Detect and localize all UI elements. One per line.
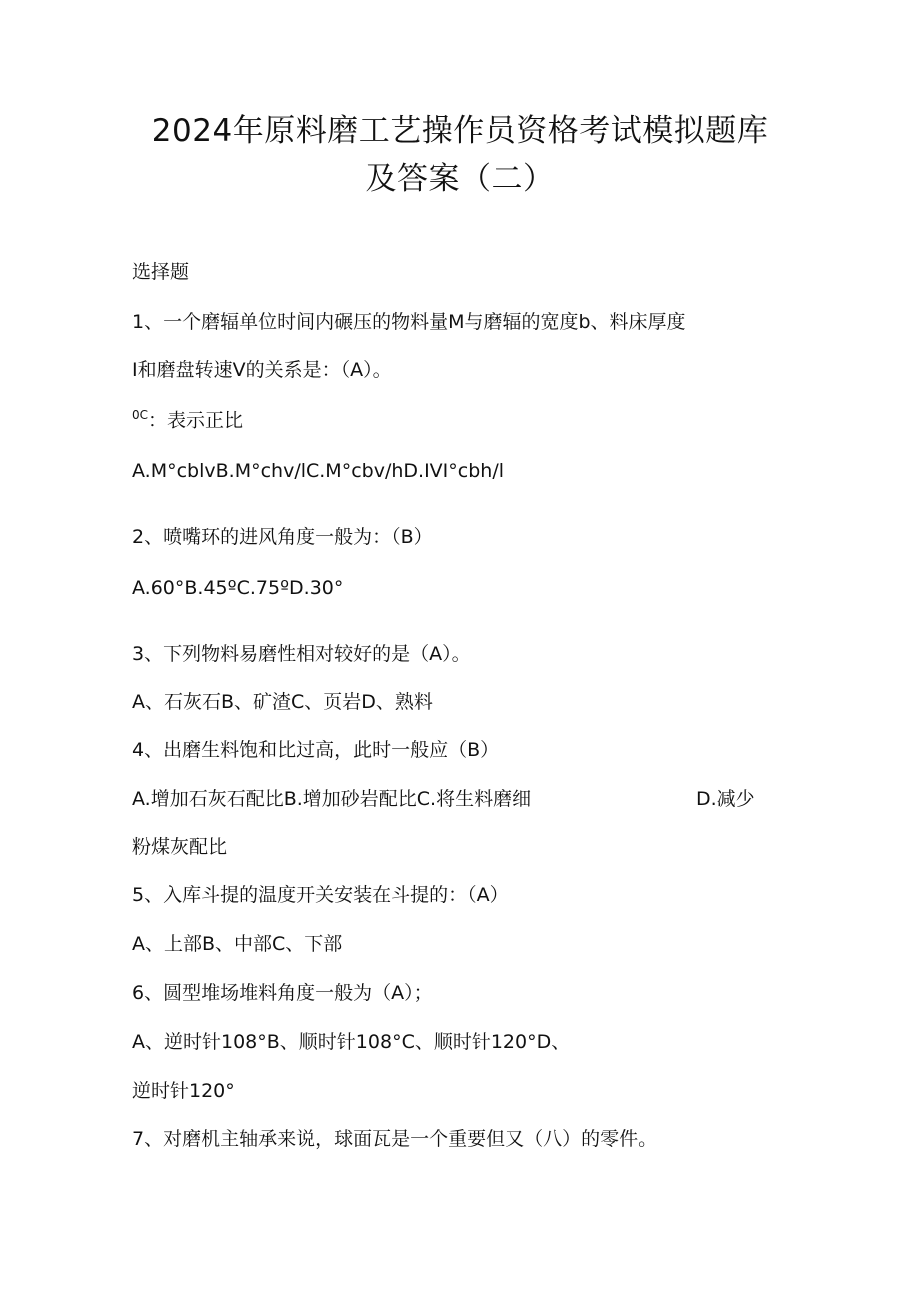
proportional-symbol: 0C — [132, 408, 149, 422]
section-heading: 选择题 — [132, 261, 190, 283]
question-3: 3、下列物料易磨性相对较好的是（A）。 — [132, 643, 471, 665]
question-1-note — [132, 409, 243, 430]
document-title-line-1: 2024年原料磨工艺操作员资格考试模拟题库 — [151, 113, 769, 149]
question-7: 7、对磨机主轴承来说，球面瓦是一个重要但又（八）的零件。 — [132, 1128, 658, 1150]
question-1-line-1: 1、一个磨辐单位时间内碾压的物料量M与磨辐的宽度b、料床厚度 — [132, 311, 686, 333]
question-3-options: A、石灰石B、矿渣C、页岩D、熟料 — [132, 691, 433, 713]
question-2: 2、喷嘴环的进风角度一般为：（B） — [132, 526, 433, 548]
question-5: 5、入库斗提的温度开关安装在斗提的：（A） — [132, 884, 509, 906]
question-6: 6、圆型堆场堆料角度一般为（A）； — [132, 982, 433, 1004]
document-title-line-2: 及答案（二） — [365, 161, 555, 197]
question-6-options-part-1: A、逆时针108°B、顺时针108°C、顺时针120°D、 — [132, 1031, 571, 1053]
question-6-options-part-2: 逆时针120° — [132, 1080, 235, 1102]
question-5-options: A、上部B、中部C、下部 — [132, 933, 343, 955]
note-text: ：表示正比 — [148, 409, 244, 432]
question-1-options: A.M°cblvB.M°chv/lC.M°cbv/hD.IVI°cbh/l — [132, 460, 505, 482]
question-4-options-part-2: D.减少 — [696, 788, 755, 810]
question-1-line-2: I和磨盘转速V的关系是：（A）。 — [132, 359, 392, 381]
question-4: 4、出磨生料饱和比过高，此时一般应（B） — [132, 739, 500, 761]
question-2-options: A.60°B.45ºC.75ºD.30° — [132, 577, 344, 599]
question-4-options-part-3: 粉煤灰配比 — [132, 836, 228, 858]
question-4-options-part-1: A.增加石灰石配比B.增加砂岩配比C.将生料磨细 — [132, 788, 532, 810]
